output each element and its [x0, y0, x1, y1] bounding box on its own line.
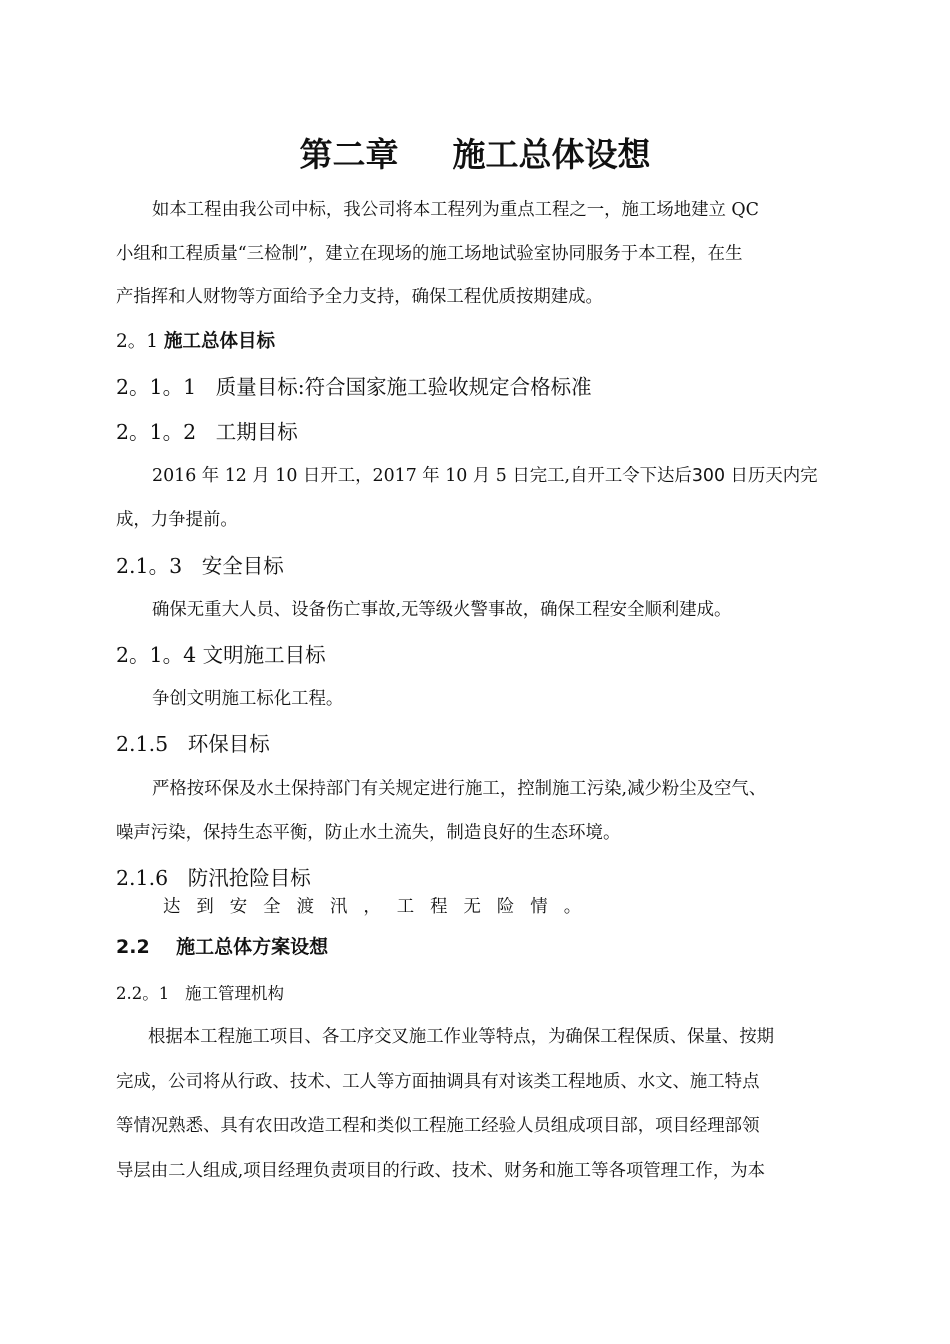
section-2-2-heading — [116, 938, 328, 957]
intro-line-3: 产指挥和人财物等方面给予全力支持，确保工程优质按期建成。 — [116, 287, 603, 307]
section-number: 2.1。3 — [116, 554, 183, 578]
environment-line-2: 噪声污染，保持生态平衡，防止水土流失，制造良好的生态环境。 — [116, 823, 621, 843]
management-line-1: 根据本工程施工项目、各工序交叉施工作业等特点，为确保工程保质、保量、按期 — [148, 1027, 775, 1047]
section-2-1-4-heading: 2。1。4 文明施工目标 — [116, 643, 326, 667]
chapter-title — [0, 135, 950, 174]
chapter-name: 施工总体设想 — [452, 135, 651, 174]
intro-line-1: 如本工程由我公司中标，我公司将本工程列为重点工程之一，施工场地建立 QC — [152, 200, 759, 220]
civilization-text: 争创文明施工标化工程。 — [152, 689, 344, 709]
section-title: 质量目标:符合国家施工验收规定合格标准 — [215, 375, 592, 399]
environment-line-1: 严格按环保及水土保持部门有关规定进行施工，控制施工污染,减少粉尘及空气、 — [152, 779, 767, 799]
flood-text: 达到安全渡汛，工程无险情。 — [163, 897, 598, 917]
schedule-text: 2016 年 12 月 10 日开工，2017 年 10 月 5 日完工,自开工令下达后 — [152, 466, 692, 486]
section-2-1-3-heading — [116, 556, 284, 577]
section-number: 2.1.6 — [116, 866, 169, 890]
schedule-days: 300 日历天 — [691, 466, 783, 486]
schedule-line-2: 成，力争提前。 — [116, 510, 238, 530]
section-2-1-1-heading — [116, 377, 592, 398]
management-line-3: 等情况熟悉、具有农田改造工程和类似工程施工经验人员组成项目部，项目经理部领 — [116, 1116, 760, 1136]
section-title: 防汛抢险目标 — [187, 866, 311, 890]
section-title: 安全目标 — [201, 554, 284, 578]
section-2-1-5-heading — [116, 734, 270, 755]
safety-text: 确保无重大人员、设备伤亡事故,无等级火警事故，确保工程安全顺利建成。 — [152, 600, 732, 620]
management-line-2: 完成，公司将从行政、技术、工人等方面抽调具有对该类工程地质、水文、施工特点 — [116, 1072, 760, 1092]
section-2-1-heading — [116, 333, 275, 352]
section-number: 2.2。1 — [116, 984, 170, 1003]
section-number: 2。1 — [116, 331, 159, 352]
chapter-number: 第二章 — [299, 135, 399, 174]
section-number: 2。1。2 — [116, 420, 197, 444]
section-title: 施工总体方案设想 — [176, 936, 329, 958]
section-title: 施工总体目标 — [163, 331, 275, 352]
schedule-line-1 — [152, 468, 818, 485]
section-2-1-2-heading — [116, 422, 298, 443]
section-2-2-1-heading — [116, 986, 284, 1003]
management-line-4: 导层由二人组成,项目经理负责项目的行政、技术、财务和施工等各项管理工作，为本 — [116, 1161, 765, 1181]
section-2-1-6-heading — [116, 868, 311, 889]
schedule-text-end: 内完 — [782, 466, 818, 486]
section-number: 2.2 — [116, 936, 150, 958]
section-title: 工期目标 — [215, 420, 298, 444]
section-number: 2。1。1 — [116, 375, 197, 399]
section-number: 2.1.5 — [116, 732, 169, 756]
section-title: 施工管理机构 — [185, 984, 284, 1003]
intro-line-2: 小组和工程质量“三检制”，建立在现场的施工场地试验室协同服务于本工程，在生 — [116, 244, 743, 264]
section-title: 环保目标 — [187, 732, 270, 756]
